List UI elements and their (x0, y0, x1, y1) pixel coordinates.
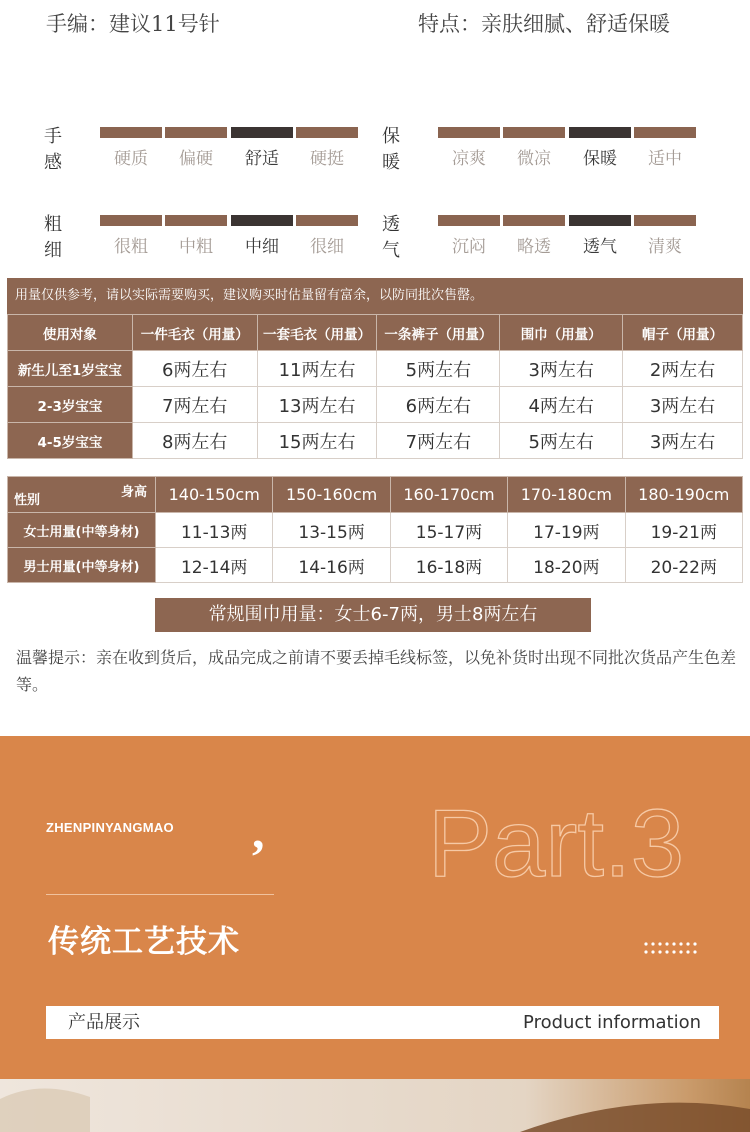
table-cell: 13-15两 (273, 513, 390, 548)
table-cell: 2两左右 (623, 351, 743, 387)
table-cell: 3两左右 (623, 387, 743, 423)
rating-option: 凉爽 (452, 149, 486, 169)
rating-option: 中粗 (179, 237, 213, 257)
size-header-row (8, 477, 743, 513)
table-cell: 3两左右 (623, 423, 743, 459)
features-text: 特点：亲肤细腻、舒适保暖 (418, 12, 670, 36)
row-header: 男士用量(中等身材) (8, 548, 156, 583)
rating-option: 偏硬 (179, 149, 213, 169)
table-cell: 19-21两 (625, 513, 742, 548)
table-cell: 6两左右 (132, 351, 257, 387)
rating-segment (296, 215, 358, 226)
rating-label: 保暖 (382, 126, 400, 173)
rating-option: 透气 (583, 237, 617, 257)
table-cell: 5两左右 (500, 423, 623, 459)
table-row (8, 513, 743, 548)
rating-label: 手感 (44, 126, 62, 173)
table-cell: 7两左右 (132, 387, 257, 423)
comma-mark: , (252, 803, 265, 859)
rating-option: 中细 (245, 237, 279, 257)
rating-label: 粗细 (44, 214, 62, 261)
height-header: 170-180cm (508, 477, 625, 513)
scarf-usage-banner: 常规围巾用量：女士6-7两，男士8两左右 (155, 598, 591, 632)
corner-height-label: 身高 (120, 485, 147, 500)
table-cell: 20-22两 (625, 548, 742, 583)
table-cell: 7两左右 (377, 423, 500, 459)
table-cell: 6两左右 (377, 387, 500, 423)
rating-segment (569, 127, 631, 138)
section-heading: 传统工艺技术 (48, 924, 240, 960)
table-cell: 8两左右 (132, 423, 257, 459)
knitting-needle-tip: 手编：建议11号针 (46, 12, 220, 36)
row-header: 4-5岁宝宝 (8, 423, 133, 459)
rating-segment (165, 127, 227, 138)
corner-gender-label: 性别 (14, 493, 41, 508)
table-row (8, 423, 743, 459)
table-row (8, 351, 743, 387)
panel-divider (46, 894, 274, 895)
table-row (8, 548, 743, 583)
rating-option: 硬质 (114, 149, 148, 169)
table-cell: 4两左右 (500, 387, 623, 423)
product-photo-detail (0, 1079, 750, 1132)
product-information-label: Product information (523, 1012, 701, 1033)
usage-header: 使用对象 (8, 315, 133, 351)
table-cell: 14-16两 (273, 548, 390, 583)
height-header: 180-190cm (625, 477, 742, 513)
usage-header: 围巾（用量） (500, 315, 623, 351)
table-row (8, 387, 743, 423)
rating-option: 沉闷 (452, 237, 486, 257)
brand-pinyin: ZHENPINYANGMAO (46, 820, 174, 835)
table-cell: 11两左右 (257, 351, 377, 387)
rating-option: 舒适 (245, 149, 279, 169)
usage-header: 一套毛衣（用量） (257, 315, 377, 351)
table-cell: 13两左右 (257, 387, 377, 423)
rating-segment (503, 215, 565, 226)
rating-segment (100, 215, 162, 226)
rating-option: 保暖 (583, 149, 617, 169)
rating-segment (231, 215, 293, 226)
height-header: 140-150cm (156, 477, 273, 513)
rating-option: 清爽 (648, 237, 682, 257)
rating-option: 硬挺 (310, 149, 344, 169)
rating-segment (165, 215, 227, 226)
row-header: 2-3岁宝宝 (8, 387, 133, 423)
usage-header: 一条裤子（用量） (377, 315, 500, 351)
usage-header-row (8, 315, 743, 351)
rating-option: 微凉 (517, 149, 551, 169)
rating-option: 很粗 (114, 237, 148, 257)
rating-segment (296, 127, 358, 138)
product-display-label: 产品展示 (68, 1012, 140, 1033)
rating-option: 很细 (310, 237, 344, 257)
rating-option: 略透 (517, 237, 551, 257)
table-cell: 5两左右 (377, 351, 500, 387)
part-banner (0, 736, 750, 1079)
part-number-outline (428, 788, 708, 888)
table-cell: 3两左右 (500, 351, 623, 387)
table-cell: 15-17两 (390, 513, 507, 548)
table-cell: 11-13两 (156, 513, 273, 548)
usage-table (7, 314, 743, 459)
table-cell: 18-20两 (508, 548, 625, 583)
usage-note: 用量仅供参考，请以实际需要购买，建议购买时估量留有富余，以防同批次售罄。 (7, 278, 743, 314)
dots-decoration-icon (644, 941, 698, 955)
table-cell: 12-14两 (156, 548, 273, 583)
size-table (7, 476, 743, 583)
row-header: 新生儿至1岁宝宝 (8, 351, 133, 387)
corner-header (8, 477, 156, 513)
product-info-strip (46, 1006, 719, 1039)
height-header: 150-160cm (273, 477, 390, 513)
table-cell: 16-18两 (390, 548, 507, 583)
rating-segment (438, 127, 500, 138)
rating-label: 透气 (382, 214, 400, 261)
warm-tip-text: 温馨提示：亲在收到货后，成品完成之前请不要丢掉毛线标签，以免补货时出现不同批次货品产生色差等。 (16, 648, 737, 694)
part-number-text: Part.3 (428, 790, 685, 888)
table-cell: 17-19两 (508, 513, 625, 548)
rating-segment (438, 215, 500, 226)
usage-header: 帽子（用量） (623, 315, 743, 351)
rating-option: 适中 (648, 149, 682, 169)
usage-header: 一件毛衣（用量） (132, 315, 257, 351)
rating-segment (634, 127, 696, 138)
table-cell: 15两左右 (257, 423, 377, 459)
row-header: 女士用量(中等身材) (8, 513, 156, 548)
rating-segment (503, 127, 565, 138)
rating-segment (634, 215, 696, 226)
height-header: 160-170cm (390, 477, 507, 513)
rating-segment (231, 127, 293, 138)
rating-segment (100, 127, 162, 138)
rating-segment (569, 215, 631, 226)
